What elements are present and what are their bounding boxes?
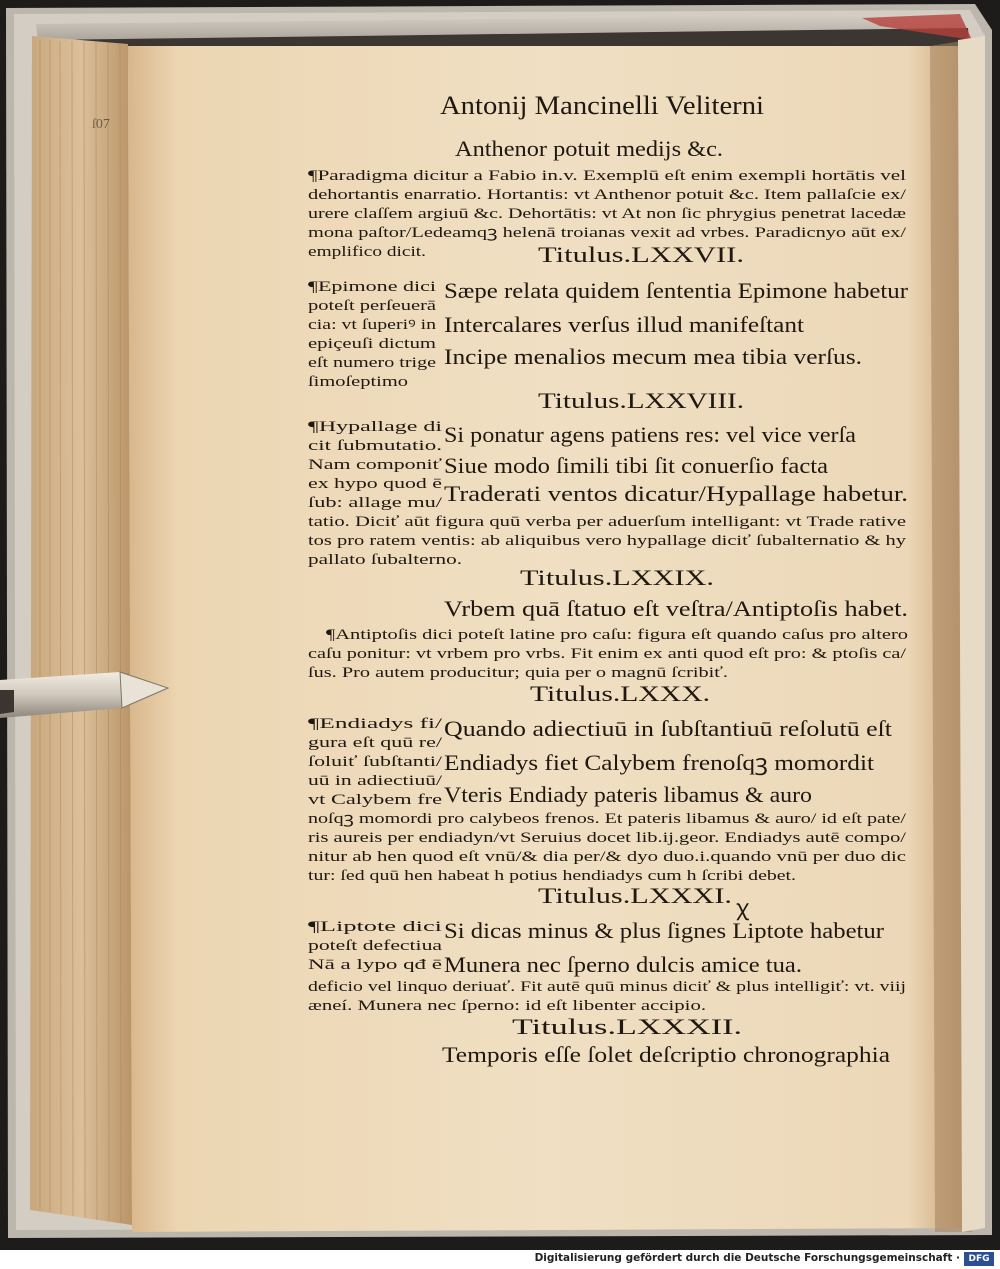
- verse-line: Endiadys fiet Calybem frenoſqꝫ momordit: [444, 750, 819, 775]
- side-note-line: ſimoſeptimo: [308, 374, 408, 390]
- prose-note: [308, 979, 906, 1014]
- verse-line: Traderati ventos dicatur/Hypallage habetur.: [444, 481, 908, 506]
- side-note-line: epiçeuſi dictum: [308, 336, 437, 352]
- section-title: Titulus.LXXXII.: [512, 1014, 742, 1039]
- verse-line: Anthenor potuit medijs &c.: [455, 136, 723, 161]
- side-note-line: uū in adiectiuū/: [308, 773, 444, 789]
- verse-line: Siue modo ſimili tibi ſit conuerſio facta: [444, 453, 829, 478]
- side-note: [308, 716, 443, 808]
- note-line: tatio. Diciť aūt figura quū verba per aduerſum intelligant: vt Trade rative: [308, 514, 907, 530]
- prose-note: [308, 627, 908, 681]
- side-note-line: vt Calybem fre: [308, 792, 443, 808]
- side-note: [308, 919, 443, 973]
- side-note-line: eſt numero trige: [308, 355, 437, 371]
- note-line: mona paſtor/Ledeamqꝫ helenā troianas vexit ad vrbes. Paradicnyo aūt ex/: [308, 225, 908, 241]
- side-note-line: ex hypo quod ē: [308, 476, 443, 492]
- side-note-line: ¶Endiadys fi/: [308, 716, 444, 732]
- section-title: Titulus.LXXVIII.: [538, 388, 744, 413]
- note-line: ¶Antiptoſis dici poteſt latine pro caſu: figura eſt quando caſus pro altero: [326, 627, 908, 643]
- note-line: dehortantis enarratio. Hortantis: vt Anthenor potuit &c. Item pallaſcie ex/: [308, 187, 908, 203]
- section-title: Titulus.LXXIX.: [520, 565, 714, 590]
- verse-line: Munera nec ſperno dulcis amice tua.: [444, 952, 802, 977]
- side-note-line: ¶Hypallage di: [308, 419, 442, 435]
- running-header: Antonij Mancinelli Veliterni: [440, 91, 764, 120]
- section-title: Titulus.LXXX.: [530, 681, 710, 706]
- verse-line: Quando adiectiuū in ſubſtantiuū reſolutū eſt: [444, 716, 892, 741]
- footer-credit-bar: [0, 1250, 1000, 1269]
- side-note-line: poteſt perſeuerā: [308, 298, 437, 314]
- side-note-line: poteſt defectiua: [308, 938, 443, 954]
- note-line: urere claſſem argiuū &c. Dehortātis: vt At non ſic phrygius penetrat lacedæ: [308, 206, 906, 222]
- shelfmark: ſ07: [92, 117, 110, 132]
- prose-note: [308, 811, 907, 884]
- verse-line: Temporis eſſe ſolet deſcriptio chronographia: [442, 1042, 891, 1067]
- verse-block: [444, 422, 908, 506]
- section-title: Titulus.LXXXI.: [538, 883, 732, 908]
- side-note-line: cit ſubmutatio.: [308, 438, 442, 454]
- prose-note: [308, 514, 907, 568]
- verse-line: Incipe menalios mecum mea tibia verſus.: [444, 344, 862, 369]
- side-note-line: ¶Liptote dici: [308, 919, 442, 935]
- verse-line: Intercalares verſus illud manifeſtant: [444, 312, 804, 337]
- verse-line: Si dicas minus & plus ſignes Liptote habetur: [444, 918, 885, 943]
- verse-line: Sæpe relata quidem ſententia Epimone habetur: [444, 278, 909, 303]
- section-title: Titulus.LXXVII.: [538, 242, 744, 267]
- side-note-line: ſub: allage mu/: [308, 495, 444, 511]
- verse-line: Vrbem quā ſtatuo eſt veſtra/Antiptoſis habet.: [444, 596, 908, 621]
- verse-line: Si ponatur agens patiens res: vel vice verſa: [444, 422, 857, 447]
- side-note: [308, 279, 437, 390]
- note-line: tos pro ratem ventis: ab aliquibus vero hypallage diciť ſubalternatio & hy: [308, 533, 907, 549]
- note-line: emplifico dicit.: [308, 244, 426, 260]
- dfg-logo: DFG: [964, 1252, 994, 1266]
- side-note: [308, 419, 443, 511]
- verse-block: [444, 918, 885, 977]
- note-line: ris aureis per endiadyn/vt Seruius docet lib.ij.geor. Endiadys autē compo/: [308, 830, 908, 846]
- verse-block: [444, 278, 909, 369]
- note-line: pallato ſubalterno.: [308, 552, 462, 568]
- note-line: tur: ſed quū hen habeat h potius hendiadys cum h ſcribi debet.: [308, 868, 796, 884]
- side-note-line: Nā a lypo qđ ē: [308, 957, 443, 973]
- side-note-line: cia: vt ſuperiꝰ in: [308, 317, 437, 333]
- side-note-line: ¶Epimone dici: [308, 279, 436, 295]
- side-note-line: Nam componiť: [308, 457, 443, 473]
- side-note-line: ſoluiť ſubſtanti/: [308, 754, 444, 770]
- verse-block: [444, 716, 892, 807]
- handwritten-mark: ꭓ: [736, 895, 749, 920]
- side-note-line: gura eſt quū re/: [308, 735, 444, 751]
- note-line: æneí. Munera nec ſperno: id eſt libenter accipio.: [308, 998, 706, 1014]
- verse-line: Vteris Endiady pateris libamus & auro: [444, 782, 812, 807]
- note-line: ſus. Pro autem producitur; quia per o magnū ſcribiť.: [308, 665, 728, 681]
- note-line: deficio vel linquo deriuať. Fit autē quū minus diciť & plus intelligiť: vt. viij: [308, 979, 906, 995]
- note-line: caſu ponitur: vt vrbem pro vrbs. Fit enim ex anti quod eſt pro: & ptoſis ca/: [308, 646, 908, 662]
- note-line: noſqꝫ momordi pro calybeos frenos. Et pateris libamus & auro/ id eſt pate/: [308, 811, 908, 827]
- note-line: nitur ab hen quod eſt vnū/& dia per/& dyo duo.i.quando vnū per duo dic: [308, 849, 907, 865]
- note-line: ¶Paradigma dicitur a Fabio in.v. Exemplū eſt enim exempli hortātis vel: [308, 168, 906, 184]
- footer-credit-text: Digitalisierung gefördert durch die Deutsche Forschungsgemeinschaft ·: [534, 1252, 960, 1264]
